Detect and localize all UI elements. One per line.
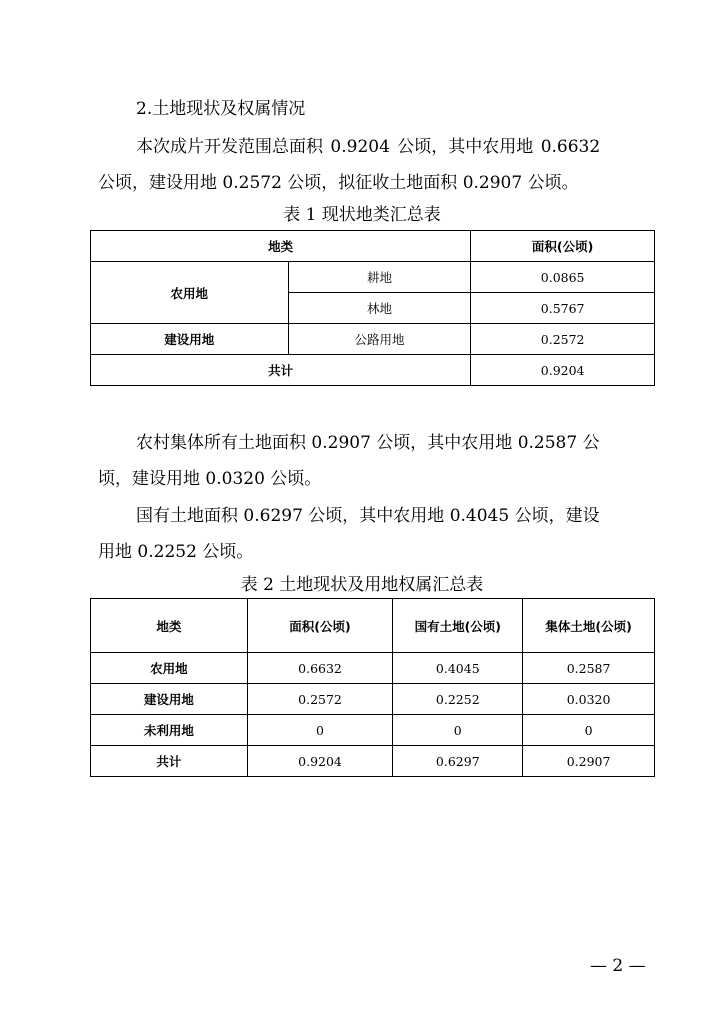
table-1	[90, 230, 655, 386]
table-row	[91, 599, 655, 653]
row-forest-value: 0.5767	[471, 293, 655, 324]
table-2-caption: 表 2 土地现状及用地权属汇总表	[240, 575, 484, 595]
row-forest-label: 林地	[288, 293, 471, 324]
table-row	[91, 653, 655, 684]
header-class: 地类	[91, 599, 248, 653]
table-row	[91, 355, 655, 386]
row-label: 未利用地	[91, 715, 248, 746]
paragraph-3-line-2: 用地 0.2252 公顷。	[98, 542, 254, 562]
row-cultivated-value: 0.0865	[471, 262, 655, 293]
row-road-label: 公路用地	[288, 324, 471, 355]
row-label: 农用地	[91, 653, 248, 684]
paragraph-3-line-1: 国有土地面积 0.6297 公顷，其中农用地 0.4045 公顷，建设	[136, 506, 600, 526]
table-row	[91, 715, 655, 746]
table-row	[91, 231, 655, 262]
paragraph-2-line-2: 顷，建设用地 0.0320 公顷。	[98, 469, 322, 489]
header-collective: 集体土地(公顷)	[523, 599, 655, 653]
paragraph-1-line-2: 公顷，建设用地 0.2572 公顷，拟征收土地面积 0.2907 公顷。	[98, 173, 579, 193]
total-label: 共计	[91, 355, 471, 386]
row-label: 建设用地	[91, 684, 248, 715]
group-agri: 农用地	[91, 262, 289, 324]
row-label: 共计	[91, 746, 248, 777]
row-collective: 0	[523, 715, 655, 746]
row-area: 0.9204	[247, 746, 393, 777]
row-cultivated-label: 耕地	[288, 262, 471, 293]
row-collective: 0.2907	[523, 746, 655, 777]
header-area: 面积(公顷)	[247, 599, 393, 653]
group-construction: 建设用地	[91, 324, 289, 355]
row-area: 0.2572	[247, 684, 393, 715]
row-state: 0.4045	[393, 653, 523, 684]
header-state: 国有土地(公顷)	[393, 599, 523, 653]
row-collective: 0.0320	[523, 684, 655, 715]
paragraph-1-line-1: 本次成片开发范围总面积 0.9204 公顷，其中农用地 0.6632	[136, 137, 601, 157]
row-state: 0.6297	[393, 746, 523, 777]
row-state: 0	[393, 715, 523, 746]
table-2	[90, 598, 655, 777]
row-area: 0.6632	[247, 653, 393, 684]
table-row	[91, 262, 655, 293]
page-number: — 2 —	[590, 956, 646, 976]
table-row	[91, 684, 655, 715]
row-area: 0	[247, 715, 393, 746]
table-row	[91, 324, 655, 355]
row-road-value: 0.2572	[471, 324, 655, 355]
table-1-caption: 表 1 现状地类汇总表	[283, 205, 441, 225]
total-value: 0.9204	[471, 355, 655, 386]
row-collective: 0.2587	[523, 653, 655, 684]
header-class: 地类	[91, 231, 471, 262]
header-area: 面积(公顷)	[471, 231, 655, 262]
row-state: 0.2252	[393, 684, 523, 715]
paragraph-2-line-1: 农村集体所有土地面积 0.2907 公顷，其中农用地 0.2587 公	[136, 433, 600, 453]
section-heading: 2.土地现状及权属情况	[136, 99, 306, 119]
table-row	[91, 746, 655, 777]
